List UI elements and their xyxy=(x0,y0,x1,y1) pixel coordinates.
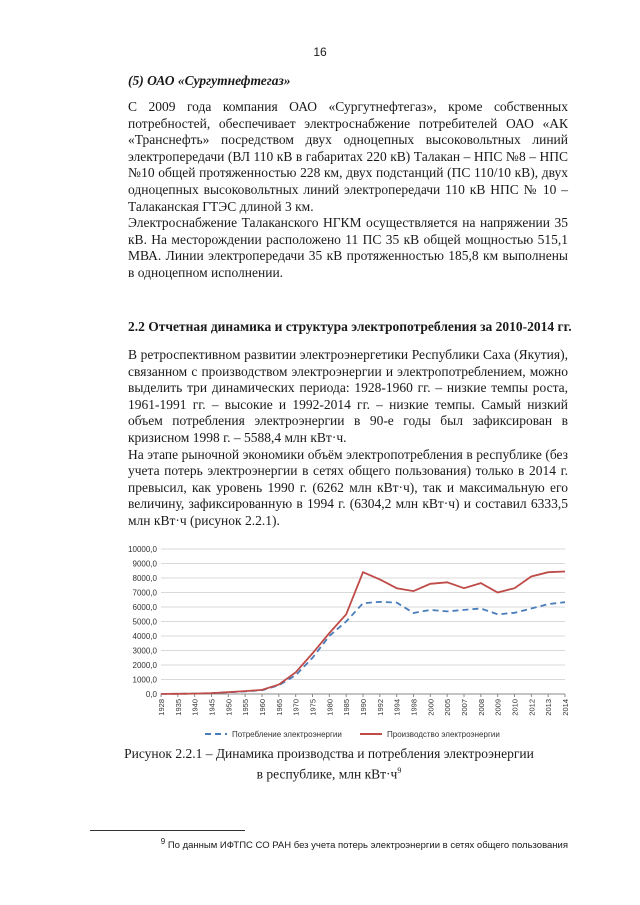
x-tick-label: 1940 xyxy=(190,699,200,716)
x-tick-label: 1928 xyxy=(157,699,166,716)
footnote-marker: 9 xyxy=(160,837,166,846)
x-tick-label: 1970 xyxy=(291,699,301,716)
x-tick-label: 1945 xyxy=(207,699,217,716)
y-tick-label: 6000,0 xyxy=(132,603,157,612)
y-tick-label: 4000,0 xyxy=(132,632,157,641)
y-tick-label: 7000,0 xyxy=(132,588,157,598)
x-tick-label: 2014 xyxy=(561,699,570,716)
x-tick-label: 1955 xyxy=(241,699,251,716)
x-tick-label: 2012 xyxy=(527,699,537,716)
production-series-line xyxy=(161,572,565,694)
y-tick-label: 3000,0 xyxy=(132,646,157,656)
paragraph-text: С 2009 года компания ОАО «Сургутнефтегаз», кроме собственных потребностей, обеспечивает электроснабжение потребителей ОАО «АК «Транснефть» посредством двух одноцепных высоковольтных линий электропередачи (ВЛ 110 кВ в габаритах 220 кВ) Талакан – НПС №8 – НПС №10 общей протяженностью 228 км, двух подстанций (ПС 110/10 кВ), двух одноцепных высоковольтных линий электропередачи 110 кВ НПС № 10 – Талаканская ГТЭС длиной 3 км. xyxy=(128,99,568,214)
x-tick-label: 2010 xyxy=(510,699,520,716)
subsection-heading: 2.2 Отчетная динамика и структура электропотребления за 2010-2014 гг. xyxy=(128,319,572,334)
x-tick-label: 2007 xyxy=(460,699,469,716)
paragraph-dynamics xyxy=(90,347,568,530)
x-tick-label: 1998 xyxy=(409,699,419,716)
x-tick-label: 1975 xyxy=(308,699,318,716)
paragraph-surgut xyxy=(90,99,568,282)
x-tick-label: 1990 xyxy=(359,699,368,716)
y-tick-label: 2000,0 xyxy=(132,661,157,670)
y-tick-label: 0,0 xyxy=(145,690,157,699)
footnote-text: По данным ИФТПС СО РАН без учета потерь электроэнергии в сетях общего пользования xyxy=(165,840,568,852)
y-tick-label: 1000,0 xyxy=(132,675,157,685)
x-tick-label: 1980 xyxy=(325,699,335,716)
x-tick-label: 2009 xyxy=(493,699,503,716)
consumption-series-line xyxy=(161,602,565,694)
footnote-divider xyxy=(90,830,245,831)
caption-line1: Рисунок 2.2.1 – Динамика производства и потребления электроэнергии xyxy=(124,746,534,761)
x-tick-label: 1960 xyxy=(258,699,267,716)
x-tick-label: 1935 xyxy=(173,699,183,716)
section-heading: (5) ОАО «Сургутнефтегаз» xyxy=(128,73,291,88)
page-number: 16 xyxy=(313,45,327,59)
paragraph-text: Электроснабжение Талаканского НГКМ осуществляется на напряжении 35 кВ. На месторождении расположено 11 ПС 35 кВ общей мощностью 515,1 МВА. Линии электропередачи 35 кВ протяженностью 185,8 км выполнены в одноцепном исполнении. xyxy=(128,215,568,280)
x-tick-label: 1994 xyxy=(392,699,402,716)
x-tick-label: 2013 xyxy=(544,699,554,716)
paragraph-text: На этапе рыночной экономики объём электропотребления в республике (без учета потерь электроэнергии в сетях общего пользования) только в 2014 г. превысил, как уровень 1990 г. (6262 млн кВт·ч), так и максимальную его величину, зафиксированную в 1994 г. (6304,2 млн кВт·ч) и составил 6333,5 млн кВт·ч (рисунок 2.2.1). xyxy=(128,446,568,528)
footnote xyxy=(90,837,568,851)
caption-line2-text: в республике, млн кВт·ч xyxy=(256,766,398,782)
x-axis-ticks xyxy=(157,694,570,716)
y-tick-label: 10000,0 xyxy=(128,545,157,554)
x-tick-label: 1965 xyxy=(274,699,284,716)
legend-label: Производство электроэнергии xyxy=(387,730,500,739)
x-tick-label: 1992 xyxy=(375,699,385,716)
y-axis-ticks xyxy=(128,545,157,699)
y-tick-label: 5000,0 xyxy=(132,617,157,627)
x-tick-label: 2005 xyxy=(443,699,453,716)
caption-footnote-ref: 9 xyxy=(397,765,402,775)
energy-chart xyxy=(115,541,575,746)
figure-caption xyxy=(90,746,568,783)
x-tick-label: 2008 xyxy=(476,699,486,716)
y-tick-label: 8000,0 xyxy=(132,574,157,583)
chart-legend xyxy=(205,730,500,739)
legend-label: Потребление электроэнергии xyxy=(232,730,342,739)
chart-lines xyxy=(161,572,565,694)
caption-line2 xyxy=(90,763,568,783)
x-tick-label: 1985 xyxy=(342,699,352,716)
chart-grid xyxy=(161,549,565,694)
x-tick-label: 2000 xyxy=(426,699,436,716)
y-tick-label: 9000,0 xyxy=(132,559,157,569)
paragraph-text: В ретроспективном развитии электроэнергетики Республики Саха (Якутия), связанном с производством электроэнергии и электропотреблением, можно выделить три динамических периода: 1928-1960 гг. – низкие темпы роста, 1961-1991 гг. – высокие и 1992-2014 гг. – низкие темпы. Самый низкий объем потребления электроэнергии в 90-е годы был зафиксирован в кризисном 1998 г. – 5588,4 млн кВт·ч. xyxy=(128,347,568,445)
x-tick-label: 1950 xyxy=(224,699,234,716)
